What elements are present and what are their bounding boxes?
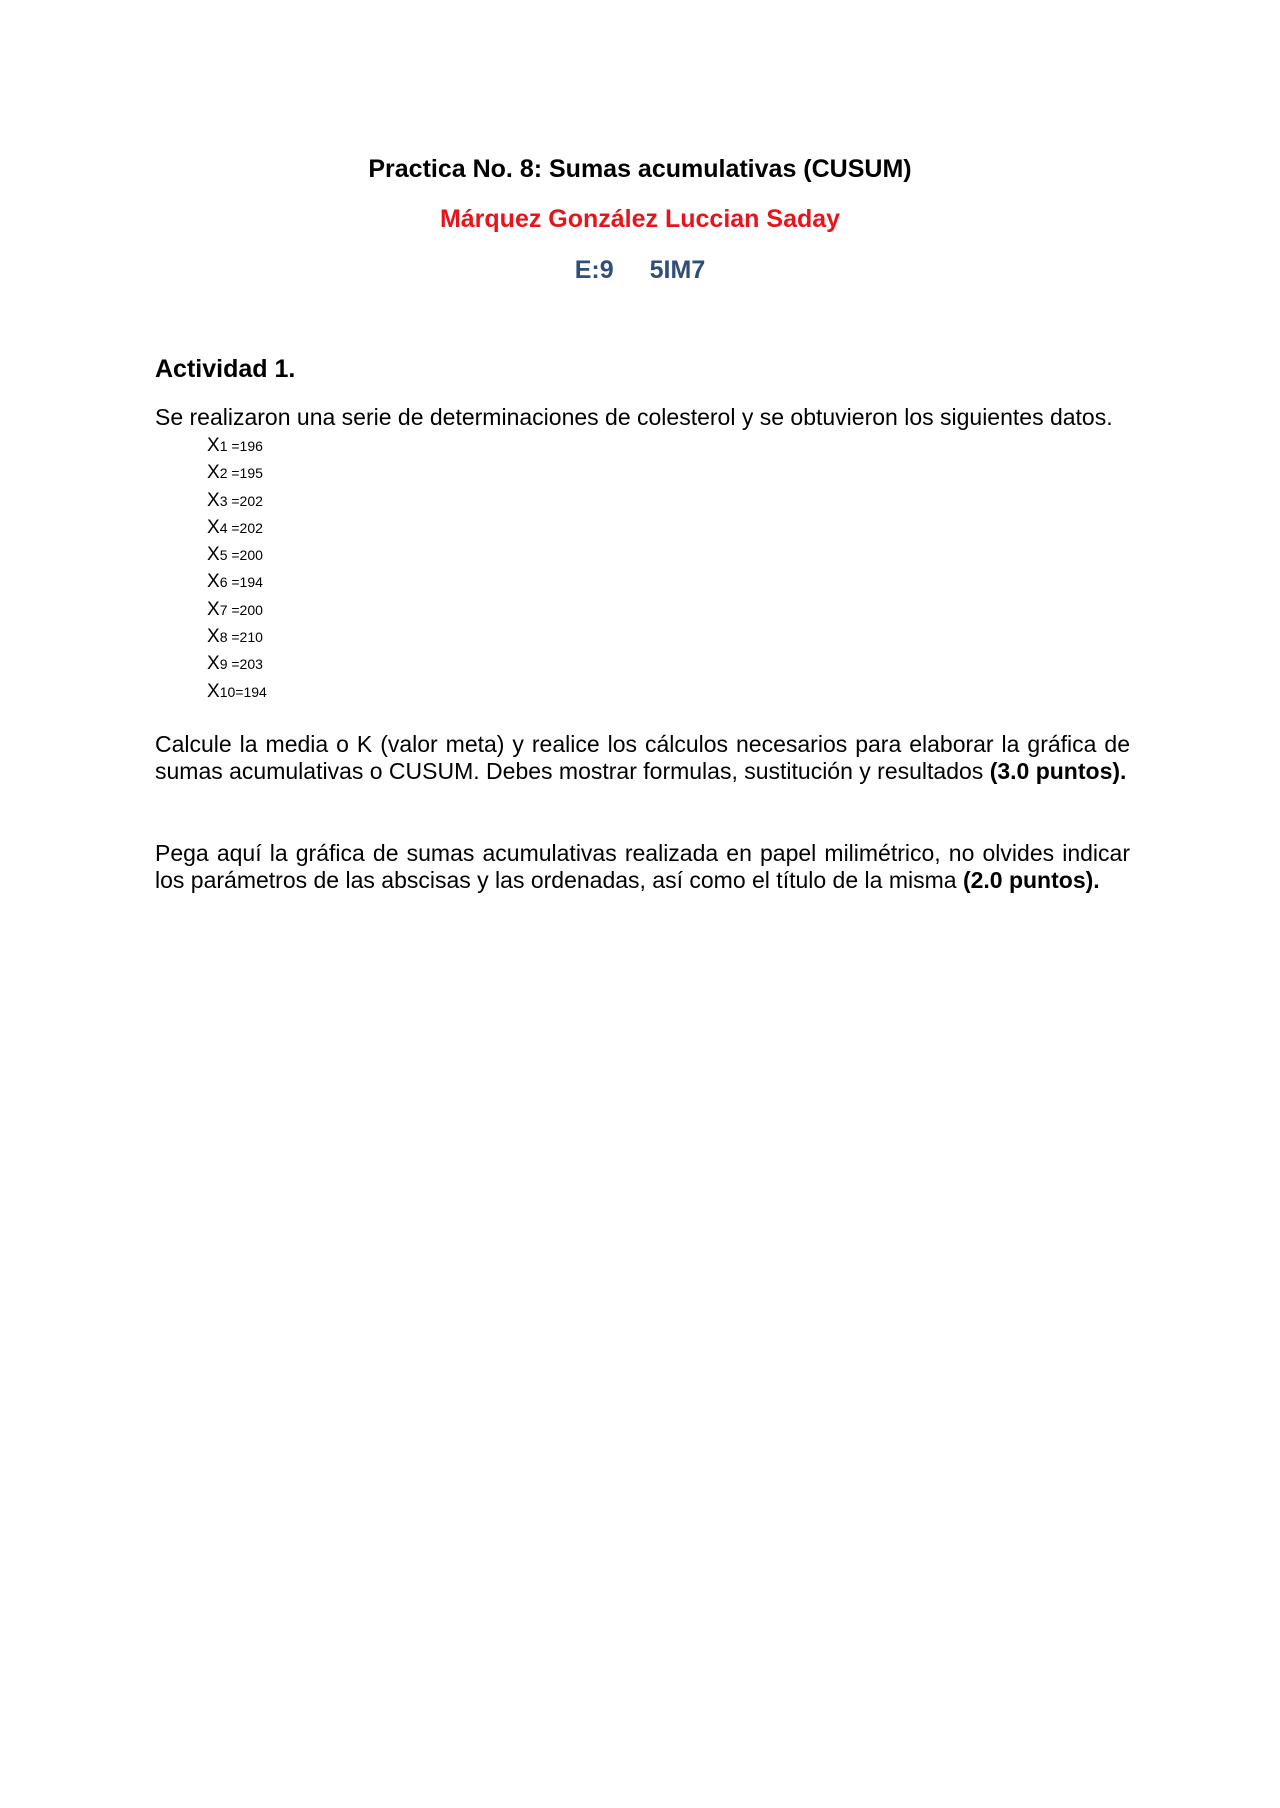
data-item	[207, 459, 267, 486]
data-value: =195	[227, 465, 263, 482]
data-value: =210	[227, 629, 263, 646]
data-value: =200	[227, 601, 263, 618]
data-value: =196	[227, 438, 263, 454]
team-number: E:9	[574, 256, 614, 284]
instruction-1-points: (3.0 puntos).	[989, 758, 1127, 784]
data-item	[207, 568, 267, 595]
data-subscript: 5	[219, 547, 228, 564]
data-variable: X	[207, 462, 220, 484]
data-item	[207, 541, 267, 568]
data-item	[207, 623, 267, 650]
data-variable: X	[207, 598, 220, 620]
data-variable: X	[207, 544, 220, 566]
activity-intro: Se realizaron una serie de determinaciones de colesterol y se obtuvieron los siguientes datos.	[155, 404, 1113, 430]
data-variable: X	[207, 516, 220, 538]
data-variable: X	[207, 571, 220, 593]
data-subscript: 3	[219, 492, 228, 509]
data-subscript: 1	[219, 438, 228, 454]
data-item	[207, 487, 267, 514]
instruction-1-text: Calcule la media o K (valor meta) y realice los cálculos necesarios para elaborar la gráfica de sumas acumulativas o CUSUM. Debes mostrar formulas, sustitución y resultados	[155, 731, 1130, 784]
instruction-paragraph-1	[155, 731, 1130, 785]
data-subscript: 4	[219, 519, 228, 536]
team-group-line	[0, 256, 1280, 285]
data-subscript: 10	[219, 683, 236, 700]
data-item	[207, 678, 267, 705]
data-variable: X	[207, 680, 220, 702]
data-list	[207, 432, 267, 705]
data-value: =202	[227, 492, 263, 509]
data-subscript: 9	[219, 656, 228, 673]
group-code: 5IM7	[649, 256, 706, 284]
instruction-paragraph-2	[155, 840, 1130, 894]
data-value: =203	[227, 656, 263, 673]
instruction-2-text: Pega aquí la gráfica de sumas acumulativas realizada en papel milimétrico, no olvides indicar los parámetros de las abscisas y las ordenadas, así como el título de la misma	[155, 840, 1130, 893]
data-value: =194	[235, 683, 267, 700]
data-value: =194	[227, 574, 263, 591]
data-subscript: 8	[219, 629, 228, 646]
data-item	[207, 432, 267, 459]
data-variable: X	[207, 489, 220, 511]
instruction-2-points: (2.0 puntos).	[962, 867, 1100, 893]
data-value: =202	[227, 519, 263, 536]
data-item	[207, 596, 267, 623]
author-name: Márquez González Luccian Saday	[439, 205, 841, 233]
data-subscript: 7	[219, 601, 228, 618]
data-item	[207, 514, 267, 541]
data-item	[207, 650, 267, 677]
data-variable: X	[207, 653, 220, 675]
activity-heading: Actividad 1.	[155, 355, 296, 383]
data-variable: X	[207, 435, 220, 456]
data-subscript: 6	[219, 574, 228, 591]
data-variable: X	[207, 626, 220, 648]
data-value: =200	[227, 547, 263, 564]
data-subscript: 2	[219, 465, 228, 482]
document-title: Practica No. 8: Sumas acumulativas (CUSUM)	[368, 155, 912, 183]
